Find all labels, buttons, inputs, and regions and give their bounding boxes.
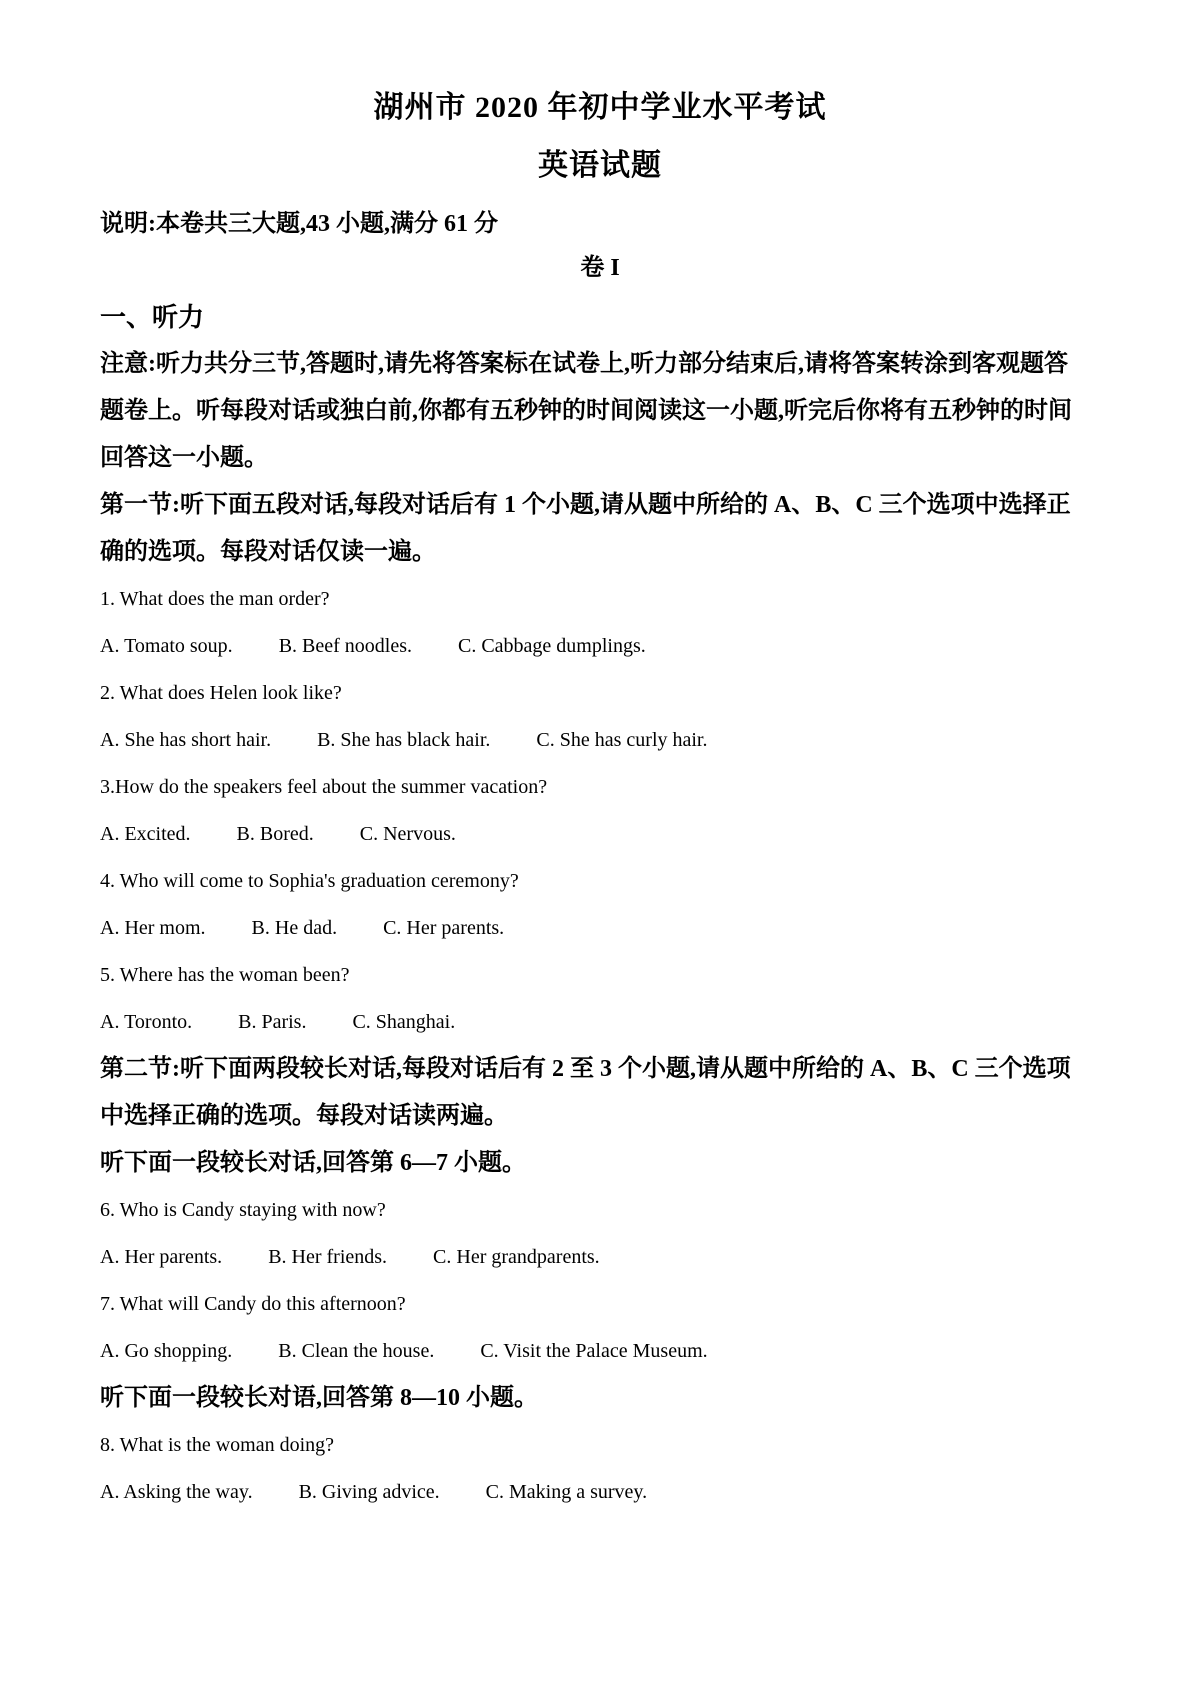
option-c: C. Her grandparents. (433, 1246, 600, 1268)
exam-note: 说明:本卷共三大题,43 小题,满分 61 分 (100, 211, 498, 237)
option-b: B. He dad. (251, 917, 338, 939)
option-b: B. Her friends. (268, 1246, 388, 1268)
option-a: A. Her mom. (100, 917, 206, 939)
question-text: 3.How do the speakers feel about the summer vacation? (100, 776, 548, 798)
option-c: C. Cabbage dumplings. (458, 635, 646, 657)
part1-instruction-line: 第一节:听下面五段对话,每段对话后有 1 个小题,请从题中所给的 A、B、C 三个选项中选择正 (100, 492, 1071, 518)
option-b: B. Clean the house. (278, 1340, 435, 1362)
question-options (100, 1328, 1100, 1375)
option-c: C. Visit the Palace Museum. (480, 1340, 708, 1362)
exam-subtitle: 英语试题 (538, 149, 662, 182)
option-b: B. Giving advice. (298, 1481, 440, 1503)
dialog1-heading: 听下面一段较长对话,回答第 6—7 小题。 (100, 1150, 526, 1176)
part1-instructions (100, 482, 1100, 576)
notice-line: 回答这一小题。 (100, 445, 268, 471)
option-b: B. She has black hair. (317, 729, 491, 751)
option-b: B. Paris. (238, 1011, 307, 1033)
option-c: C. Her parents. (383, 917, 505, 939)
option-c: C. Nervous. (359, 823, 456, 845)
question-4 (100, 858, 1100, 952)
question-text: 5. Where has the woman been? (100, 964, 350, 986)
question-6 (100, 1187, 1100, 1281)
question-3 (100, 764, 1100, 858)
question-text: 6. Who is Candy staying with now? (100, 1199, 386, 1221)
notice-line: 题卷上。听每段对话或独白前,你都有五秒钟的时间阅读这一小题,听完后你将有五秒钟的时间 (100, 398, 1072, 424)
listening-notice (100, 341, 1100, 482)
listening-section-heading: 一、听力 (100, 303, 205, 332)
question-options (100, 717, 1100, 764)
question-text: 7. What will Candy do this afternoon? (100, 1293, 406, 1315)
part2-instruction-line: 中选择正确的选项。每段对话读两遍。 (100, 1103, 508, 1129)
option-c: C. She has curly hair. (536, 729, 708, 751)
question-text: 4. Who will come to Sophia's graduation ceremony? (100, 870, 519, 892)
question-1 (100, 576, 1100, 670)
part2-instructions (100, 1046, 1100, 1140)
question-options (100, 623, 1100, 670)
option-a: A. Toronto. (100, 1011, 193, 1033)
exam-title: 湖州市 2020 年初中学业水平考试 (373, 91, 827, 124)
question-text: 8. What is the woman doing? (100, 1434, 335, 1456)
volume-heading: 卷 I (580, 255, 620, 281)
option-a: A. Excited. (100, 823, 191, 845)
option-a: A. Her parents. (100, 1246, 223, 1268)
option-b: B. Bored. (236, 823, 314, 845)
question-2 (100, 670, 1100, 764)
option-a: A. She has short hair. (100, 729, 272, 751)
question-text: 2. What does Helen look like? (100, 682, 342, 704)
part2-instruction-line: 第二节:听下面两段较长对话,每段对话后有 2 至 3 个小题,请从题中所给的 A、B、C 三个选项 (100, 1056, 1071, 1082)
question-options (100, 811, 1100, 858)
option-c: C. Shanghai. (352, 1011, 456, 1033)
question-options (100, 1469, 1100, 1516)
part1-instruction-line: 确的选项。每段对话仅读一遍。 (100, 539, 436, 565)
question-options (100, 905, 1100, 952)
option-a: A. Tomato soup. (100, 635, 233, 657)
option-b: B. Beef noodles. (278, 635, 412, 657)
question-8 (100, 1422, 1100, 1516)
question-7 (100, 1281, 1100, 1375)
option-a: A. Asking the way. (100, 1481, 253, 1503)
notice-line: 注意:听力共分三节,答题时,请先将答案标在试卷上,听力部分结束后,请将答案转涂到客观题答 (100, 351, 1068, 377)
question-text: 1. What does the man order? (100, 588, 330, 610)
question-options (100, 999, 1100, 1046)
question-5 (100, 952, 1100, 1046)
question-options (100, 1234, 1100, 1281)
dialog2-heading: 听下面一段较长对语,回答第 8—10 小题。 (100, 1385, 538, 1411)
option-c: C. Making a survey. (485, 1481, 648, 1503)
option-a: A. Go shopping. (100, 1340, 233, 1362)
